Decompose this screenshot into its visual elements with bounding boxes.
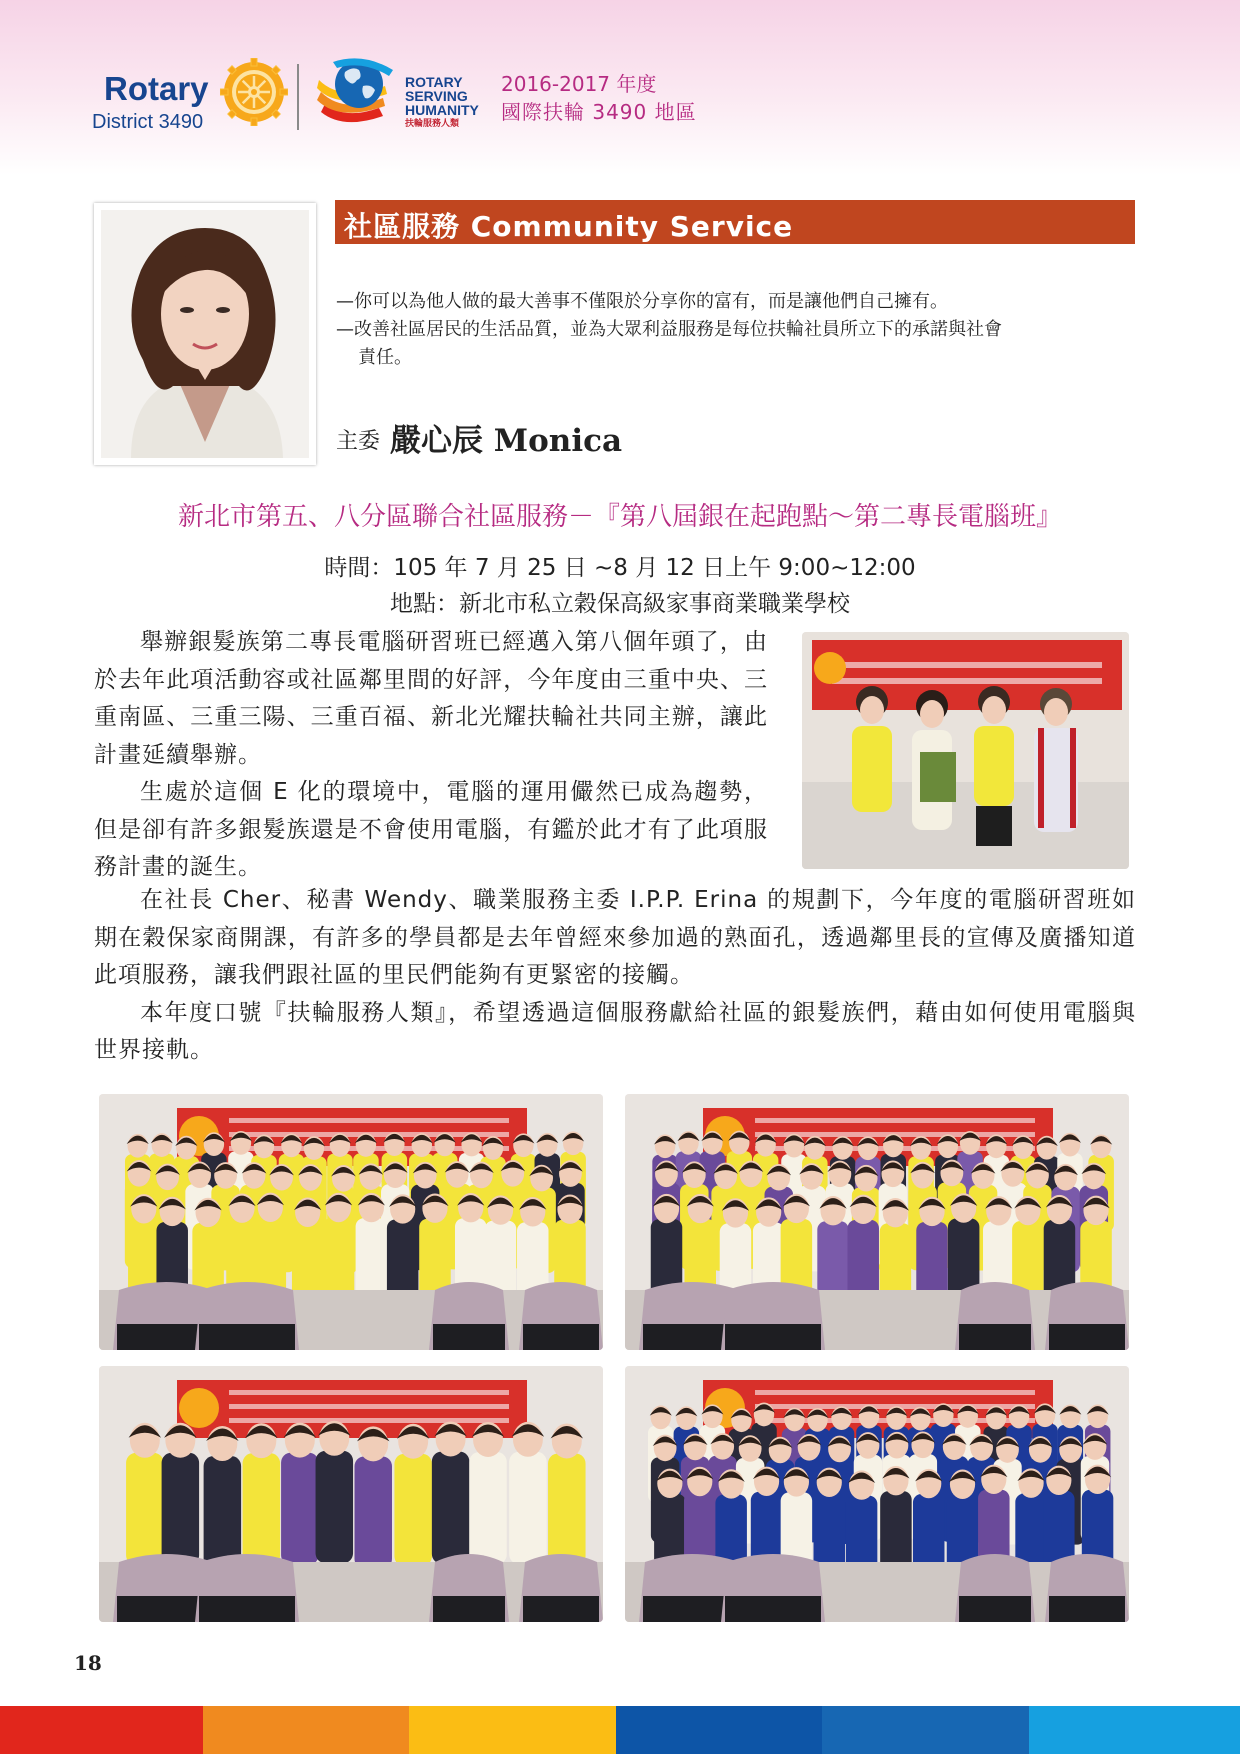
paragraph-4: 本年度口號『扶輪服務人類』，希望透過這個服務獻給社區的銀髮族們，藉由如何使用電腦與世界接軌。 [94, 999, 1136, 1063]
group-photo-3 [99, 1366, 603, 1622]
serving-line-1: ROTARY [405, 74, 463, 90]
group-photo-2 [625, 1094, 1129, 1350]
group-photo-4 [625, 1366, 1129, 1622]
event-time: 時間：105 年 7 月 25 日 ~8 月 12 日上午 9:00~12:00 [324, 555, 916, 581]
event-place: 地點：新北市私立穀保高級家事商業職業學校 [390, 591, 850, 617]
chair-name: 嚴心辰 Monica [390, 423, 623, 459]
logo-divider [297, 64, 299, 130]
district-label: District 3490 [92, 111, 204, 133]
page-number: 18 [74, 1651, 102, 1675]
body-text-upper [94, 624, 768, 887]
paragraph-3: 在社長 Cher、秘書 Wendy、職業服務主委 I.P.P. Erina 的規劃下，今年度的電腦研習班如期在穀保家商開課，有許多的學員都是去年曾經來參加過的熟面孔，透過鄰里長的宣傳及廣播知道此項服務，讓我們跟社區的里民們能夠有更緊密的接觸。 [94, 887, 1136, 988]
footer-stripe-3 [409, 1706, 616, 1754]
chair-name-line [336, 415, 622, 460]
footer-stripe-1 [0, 1706, 203, 1754]
serving-line-3: HUMANITY [405, 102, 479, 118]
section-title-bar [335, 200, 1135, 244]
paragraph-1: 舉辦銀髮族第二專長電腦研習班已經邁入第八個年頭了，由於去年此項活動容或社區鄰里間的好評，今年度由三重中央、三重南區、三重三陽、三重百福、新北光耀扶輪社共同主辦，讓此計畫延續舉辦。 [94, 629, 768, 768]
quote-line-2: —改善社區居民的生活品質，並為大眾利益服務是每位扶輪社員所立下的承諾與社會 [336, 319, 1002, 340]
paragraph-2: 生處於這個 E 化的環境中，電腦的運用儼然已成為趨勢，但是卻有許多銀髮族還是不會使用電腦，有鑑於此才有了此項服務計畫的誕生。 [94, 779, 768, 880]
footer-stripe-5 [822, 1706, 1029, 1754]
group-photo-1 [99, 1094, 603, 1350]
footer-stripe-6 [1029, 1706, 1240, 1754]
district-org-label: 國際扶輪 3490 地區 [501, 100, 697, 124]
serving-humanity-globe-icon [313, 56, 401, 132]
serving-chinese: 扶輪服務人類 [405, 118, 460, 128]
chair-role: 主委 [336, 429, 381, 454]
rotary-wheel-icon [220, 58, 288, 126]
portrait-photo [101, 210, 309, 458]
header-year-block [501, 70, 697, 126]
footer-color-bar [0, 1706, 1240, 1754]
year-label: 2016-2017 年度 [501, 72, 657, 96]
serving-humanity-logo [405, 75, 479, 129]
quote-line-3: 責任。 [358, 347, 412, 368]
serving-line-2: SERVING [405, 88, 468, 104]
body-text-lower [94, 882, 1136, 1070]
event-title: 新北市第五、八分區聯合社區服務－『第八屆銀在起跑點～第二專長電腦班』 [177, 502, 1062, 532]
rotary-wordmark: Rotary [104, 70, 209, 107]
footer-stripe-4 [616, 1706, 822, 1754]
quote-line-1: —你可以為他人做的最大善事不僅限於分享你的富有，而是讓他們自己擁有。 [336, 291, 948, 312]
chair-portrait [94, 203, 316, 465]
event-photo-banner [802, 632, 1129, 869]
footer-stripe-2 [203, 1706, 409, 1754]
section-title: 社區服務 Community Service [344, 210, 794, 243]
